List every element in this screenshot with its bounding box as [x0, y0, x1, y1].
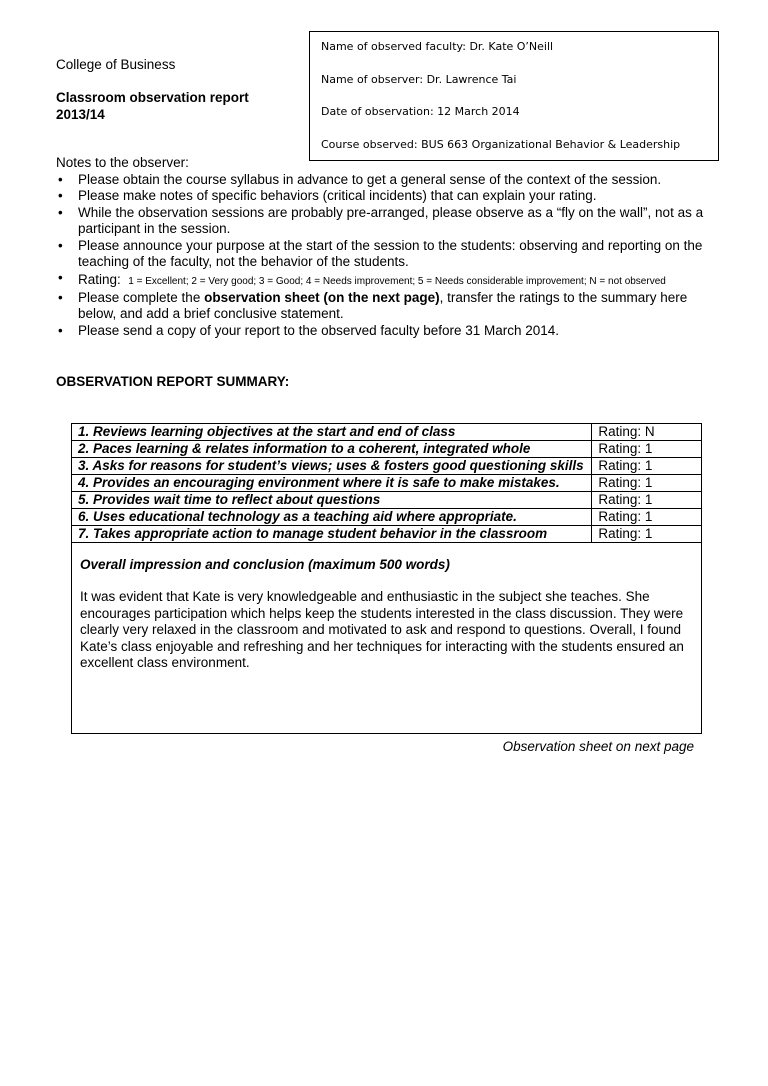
report-year: 2013/14: [56, 107, 105, 122]
course-observed: Course observed: BUS 663 Organizational Behavior & Leadership: [321, 137, 681, 151]
table-row: [72, 475, 702, 492]
observation-info-box: [309, 31, 719, 161]
summary-title: OBSERVATION REPORT SUMMARY:: [56, 374, 290, 389]
rating-cell: Rating: 1: [592, 492, 702, 509]
criterion-cell: 5. Provides wait time to reflect about questions: [72, 492, 592, 509]
observer-name: Name of observer: Dr. Lawrence Tai: [321, 72, 517, 86]
criterion-cell: 1. Reviews learning objectives at the start and end of class: [72, 424, 592, 441]
note-item: • Please announce your purpose at the start of the session to the students: observing and reporting on the teaching of the faculty, not the behavior of the students.: [58, 237, 703, 269]
rating-scale: 1 = Excellent; 2 = Very good; 3 = Good; 4 = Needs improvement; 5 = Needs considerable improvement; N = not observed: [128, 275, 666, 287]
note-item: • Please complete the observation sheet (on the next page), transfer the ratings to the summary here below, and add a brief conclusive statement.: [58, 289, 688, 321]
bullet-icon: •: [58, 204, 63, 220]
table-row: [72, 526, 702, 543]
overall-row: [72, 543, 702, 734]
rating-cell: Rating: 1: [592, 526, 702, 543]
note-item: • Please make notes of specific behaviors (critical incidents) that can explain your rating.: [58, 188, 597, 203]
observer-notes: [56, 155, 706, 339]
bullet-icon: •: [58, 289, 63, 305]
document-header: [56, 56, 249, 123]
rating-cell: Rating: 1: [592, 441, 702, 458]
note-item-rating-scale: • Rating: 1 = Excellent; 2 = Very good; 3 = Good; 4 = Needs improvement; 5 = Needs considerable improvement; N = not observed: [58, 269, 666, 287]
note-item: • While the observation sessions are probably pre-arranged, please observe as a “fly on the wall”, not as a participant in the session.: [58, 204, 704, 236]
notes-list: [56, 172, 706, 340]
overall-text: It was evident that Kate is very knowledgeable and enthusiastic in the subject she teaches. She encourages participation which helps keep the students interested in the class discussion. They were clearly very relaxed in the classroom and motivated to ask and respond to questions. Overall, I found Kate’s class enjoyable and refreshing and her techniques for interacting with the students ensured an excellent class environment.: [80, 589, 684, 670]
next-page-note: Observation sheet on next page: [502, 739, 694, 754]
criterion-cell: 6. Uses educational technology as a teaching aid where appropriate.: [72, 509, 592, 526]
rating-cell: Rating: 1: [592, 475, 702, 492]
table-row: [72, 424, 702, 441]
observation-date: Date of observation: 12 March 2014: [321, 105, 520, 118]
observed-faculty: Name of observed faculty: Dr. Kate O’Neill: [321, 40, 554, 53]
table-row: [72, 458, 702, 475]
college-name: College of Business: [56, 57, 176, 72]
criterion-cell: 4. Provides an encouraging environment where it is safe to make mistakes.: [72, 475, 592, 492]
criterion-cell: 7. Takes appropriate action to manage student behavior in the classroom: [72, 526, 592, 543]
criterion-cell: 3. Asks for reasons for student’s views; uses & fosters good questioning skills: [72, 458, 592, 475]
report-title: Classroom observation report: [56, 90, 249, 105]
bullet-icon: •: [58, 237, 63, 253]
bullet-icon: •: [58, 269, 63, 285]
table-row: [72, 509, 702, 526]
overall-title: Overall impression and conclusion (maximum 500 words): [80, 557, 450, 572]
summary-table: [71, 423, 702, 734]
rating-cell: Rating: N: [592, 424, 702, 441]
bullet-icon: •: [58, 188, 63, 203]
bullet-icon: •: [58, 171, 63, 187]
note-item: • Please obtain the course syllabus in advance to get a general sense of the context of the session.: [58, 171, 662, 187]
bullet-icon: •: [58, 322, 63, 338]
overall-cell: [72, 543, 702, 734]
notes-heading: Notes to the observer:: [56, 155, 189, 170]
rating-cell: Rating: 1: [592, 509, 702, 526]
table-row: [72, 441, 702, 458]
table-row: [72, 492, 702, 509]
criterion-cell: 2. Paces learning & relates information to a coherent, integrated whole: [72, 441, 592, 458]
rating-cell: Rating: 1: [592, 458, 702, 475]
note-item: • Please send a copy of your report to the observed faculty before 31 March 2014.: [58, 322, 560, 338]
